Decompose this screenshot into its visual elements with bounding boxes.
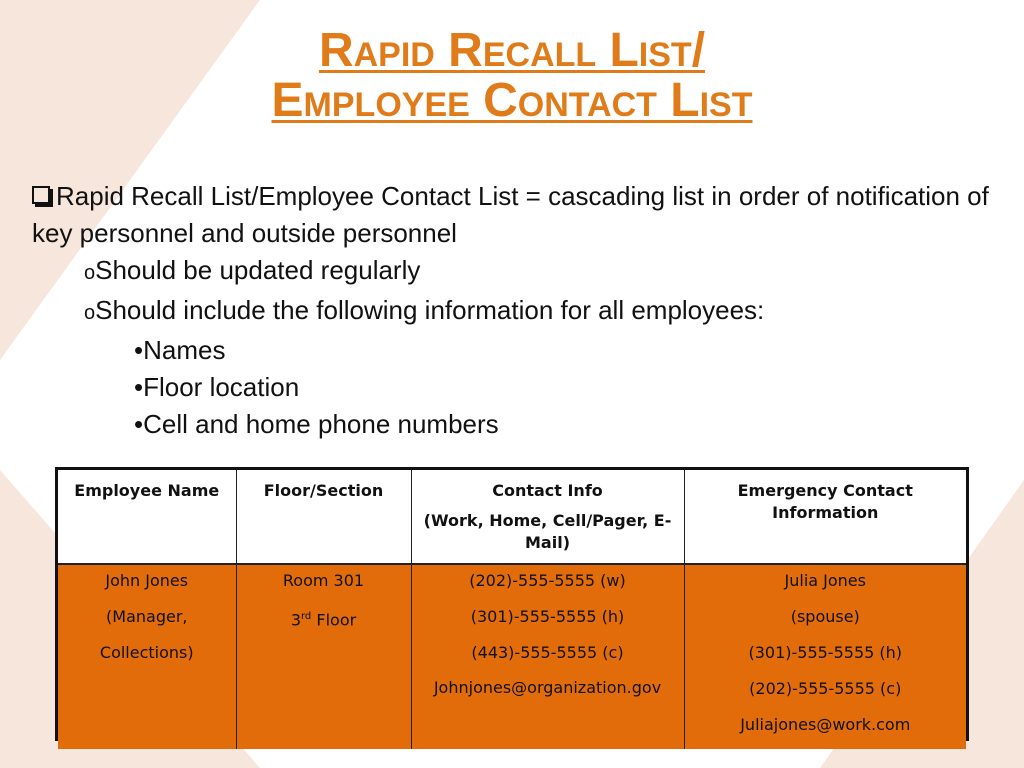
cell-line: Room 301 — [282, 571, 365, 590]
bullet-list — [32, 178, 1002, 443]
sub-bullet-text: Should be updated regularly — [95, 255, 421, 285]
cell-line: John Jones — [105, 571, 189, 590]
subsub-bullet: •Cell and home phone numbers — [134, 409, 499, 439]
cell-line: (301)-555-5555 (h) — [470, 607, 625, 626]
cell-contact-info — [411, 564, 684, 749]
circle-bullet-icon: o — [84, 302, 96, 324]
cell-line: (spouse) — [790, 607, 860, 626]
title-line-1: Rapid Recall List/ — [318, 24, 706, 77]
circle-bullet-icon: o — [84, 262, 96, 284]
floor-number: 3 — [290, 610, 301, 630]
cell-line-floor — [243, 605, 405, 632]
main-bullet — [32, 178, 1002, 252]
sub-bullet — [32, 292, 1002, 332]
checkbox-bullet-icon — [32, 186, 50, 204]
header-emergency-contact: Emergency Contact Information — [684, 470, 966, 564]
header-employee-name: Employee Name — [58, 470, 236, 564]
cell-line: (202)-555-5555 (c) — [749, 679, 902, 698]
table-row — [58, 564, 966, 749]
header-contact-info — [411, 470, 684, 564]
cell-line: (301)-555-5555 (h) — [748, 643, 903, 662]
contact-table — [55, 467, 969, 741]
subsub-bullet: •Floor location — [134, 372, 300, 402]
cell-line: Juliajones@work.com — [740, 715, 911, 734]
table-header-row — [58, 470, 966, 564]
main-bullet-text: Rapid Recall List/Employee Contact List = cascading list in order of notification of key personnel and outside personnel — [32, 181, 989, 248]
sub-bullet-text: Should include the following information for all employees: — [95, 295, 765, 325]
cell-line: (Manager, — [106, 607, 188, 626]
cell-line: Collections) — [99, 643, 194, 662]
cell-emergency-contact — [684, 564, 966, 749]
floor-ordinal: rd — [301, 611, 312, 622]
cell-line-email: Johnjones@organization.gov — [433, 678, 662, 697]
header-contact-subtitle: (Work, Home, Cell/Pager, E-Mail) — [423, 511, 672, 552]
cell-line: (443)-555-5555 (c) — [471, 643, 624, 662]
title-line-2: Employee Contact List — [271, 74, 753, 127]
header-contact-title: Contact Info — [492, 481, 603, 500]
subsub-bullet: •Names — [134, 335, 226, 365]
slide-title — [0, 26, 1024, 126]
sub-bullet — [32, 252, 1002, 292]
cell-line: Julia Jones — [784, 571, 866, 590]
header-floor-section: Floor/Section — [236, 470, 411, 564]
cell-line: (202)-555-5555 (w) — [469, 571, 626, 590]
cell-employee-name — [58, 564, 236, 749]
floor-label: Floor — [311, 610, 357, 630]
cell-floor-section — [236, 564, 411, 749]
